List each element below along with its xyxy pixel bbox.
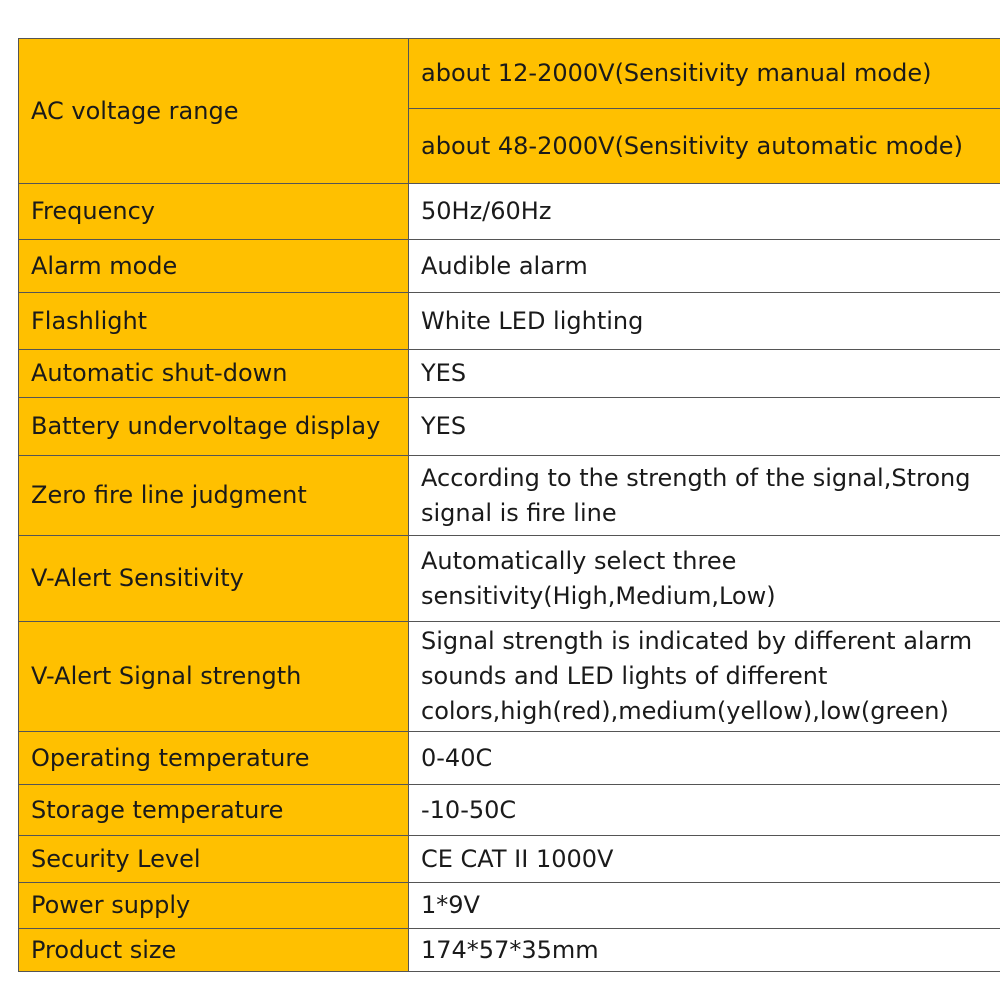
row-label-automatic-shut-down: Automatic shut-down [19, 350, 409, 398]
table-row [19, 622, 1000, 732]
table-row [19, 883, 1000, 929]
table-row [19, 39, 1000, 109]
row-label-flashlight: Flashlight [19, 293, 409, 350]
table-row [19, 293, 1000, 350]
row-label-storage-temperature: Storage temperature [19, 785, 409, 836]
table-row [19, 350, 1000, 398]
row-value-automatic-shut-down: YES [409, 350, 1000, 398]
row-value-alarm-mode: Audible alarm [409, 240, 1000, 293]
table-row [19, 536, 1000, 622]
table-row [19, 929, 1000, 972]
row-value-security-level: CE CAT II 1000V [409, 836, 1000, 883]
row-label-battery-undervoltage: Battery undervoltage display [19, 398, 409, 456]
table-row [19, 732, 1000, 785]
row-value-zero-fire-line: According to the strength of the signal,Strong signal is fire line [409, 456, 1000, 536]
specification-table [18, 38, 1000, 972]
row-value-battery-undervoltage: YES [409, 398, 1000, 456]
row-value-ac-voltage-automatic: about 48-2000V(Sensitivity automatic mode) [409, 109, 1000, 184]
row-value-product-size: 174*57*35mm [409, 929, 1000, 972]
row-value-flashlight: White LED lighting [409, 293, 1000, 350]
row-value-power-supply: 1*9V [409, 883, 1000, 929]
table-row [19, 836, 1000, 883]
row-label-zero-fire-line: Zero fire line judgment [19, 456, 409, 536]
row-value-v-alert-signal-strength: Signal strength is indicated by different alarm sounds and LED lights of different colors,high(red),medium(yellow),low(green) [409, 622, 1000, 732]
row-label-ac-voltage-range: AC voltage range [19, 39, 409, 184]
row-label-alarm-mode: Alarm mode [19, 240, 409, 293]
table-row [19, 398, 1000, 456]
table-row [19, 456, 1000, 536]
row-label-power-supply: Power supply [19, 883, 409, 929]
row-value-frequency: 50Hz/60Hz [409, 184, 1000, 240]
table-row [19, 240, 1000, 293]
row-label-v-alert-signal-strength: V-Alert Signal strength [19, 622, 409, 732]
row-label-v-alert-sensitivity: V-Alert Sensitivity [19, 536, 409, 622]
row-value-ac-voltage-manual: about 12-2000V(Sensitivity manual mode) [409, 39, 1000, 109]
row-label-product-size: Product size [19, 929, 409, 972]
table-row [19, 785, 1000, 836]
row-value-v-alert-sensitivity: Automatically select three sensitivity(High,Medium,Low) [409, 536, 1000, 622]
table-row [19, 184, 1000, 240]
row-value-operating-temperature: 0-40C [409, 732, 1000, 785]
row-label-security-level: Security Level [19, 836, 409, 883]
row-value-storage-temperature: -10-50C [409, 785, 1000, 836]
row-label-operating-temperature: Operating temperature [19, 732, 409, 785]
row-label-frequency: Frequency [19, 184, 409, 240]
